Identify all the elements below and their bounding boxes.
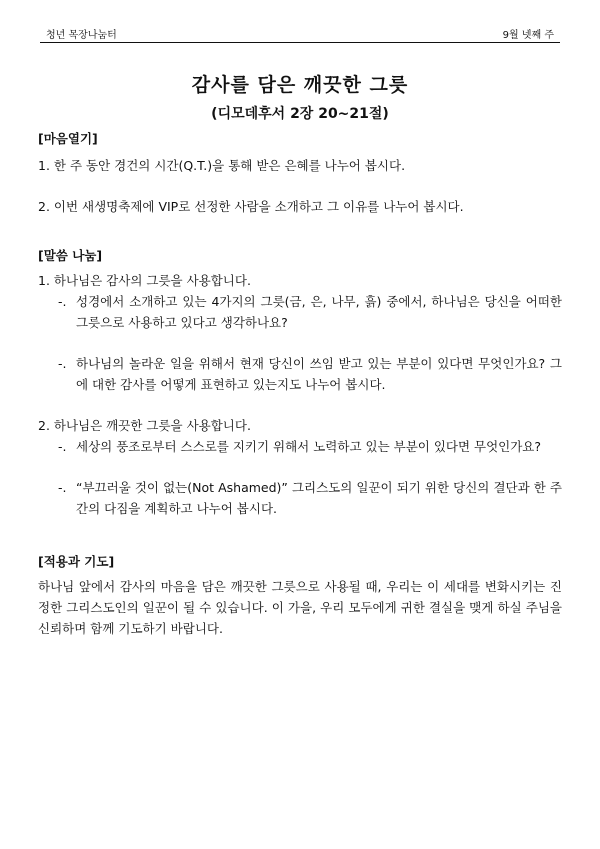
opening-question-1: 1. 한 주 동안 경건의 시간(Q.T.)을 통해 받은 은혜를 나누어 봅시다.: [38, 158, 406, 173]
sharing-point-1-question-1: [58, 291, 562, 333]
question-text: 하나님의 놀라운 일을 위해서 현재 당신이 쓰임 받고 있는 부분이 있다면 무엇인가요? 그에 대한 감사를 어떻게 표현하고 있는지도 나누어 봅시다.: [76, 356, 562, 392]
application-section: [38, 551, 562, 639]
sharing-point-2-question-1: [58, 436, 562, 457]
header-week: 9월 넷째 주: [502, 30, 554, 41]
dash-marker: -.: [58, 439, 67, 454]
page-title: 감사를 담은 깨끗한 그릇: [191, 74, 409, 96]
opening-section: [38, 128, 562, 217]
application-text: 하나님 앞에서 감사의 마음을 담은 깨끗한 그릇으로 사용될 때, 우리는 이 세대를 변화시키는 진정한 그리스도인의 일꾼이 될 수 있습니다. 이 가을, 우리 모두에게 귀한 결실을 맺게 하실 주님을 신뢰하며 함께 기도하기 바랍니다.: [38, 579, 562, 636]
dash-marker: -.: [58, 480, 67, 495]
title-block: [0, 70, 600, 123]
sharing-point-1-question-2: [58, 353, 562, 395]
scripture-reference: (디모데후서 2장 20~21절): [211, 106, 389, 122]
question-text: “부끄러울 것이 없는(Not Ashamed)” 그리스도의 일꾼이 되기 위한 당신의 결단과 한 주간의 다짐을 계획하고 나누어 봅시다.: [76, 480, 562, 516]
sharing-point-1-title: 1. 하나님은 감사의 그릇을 사용합니다.: [38, 273, 251, 288]
dash-marker: -.: [58, 356, 67, 371]
sharing-heading: [말씀 나눔]: [38, 248, 103, 263]
dash-marker: -.: [58, 294, 67, 309]
sharing-section: [38, 245, 562, 519]
opening-question-2: 2. 이번 새생명축제에 VIP로 선정한 사람을 소개하고 그 이유를 나누어 봅시다.: [38, 199, 464, 214]
header-group-name: 청년 목장나눔터: [46, 30, 117, 41]
page-header: [40, 22, 560, 43]
sharing-point-2-question-2: [58, 477, 562, 519]
document-body: [38, 128, 562, 639]
question-text: 성경에서 소개하고 있는 4가지의 그릇(금, 은, 나무, 흙) 중에서, 하나님은 당신을 어떠한 그릇으로 사용하고 있다고 생각하나요?: [76, 294, 562, 330]
opening-heading: [마음열기]: [38, 131, 98, 146]
sharing-point-2-title: 2. 하나님은 깨끗한 그릇을 사용합니다.: [38, 418, 251, 433]
application-heading: [적용과 기도]: [38, 554, 115, 569]
question-text: 세상의 풍조로부터 스스로를 지키기 위해서 노력하고 있는 부분이 있다면 무엇인가요?: [76, 439, 542, 454]
